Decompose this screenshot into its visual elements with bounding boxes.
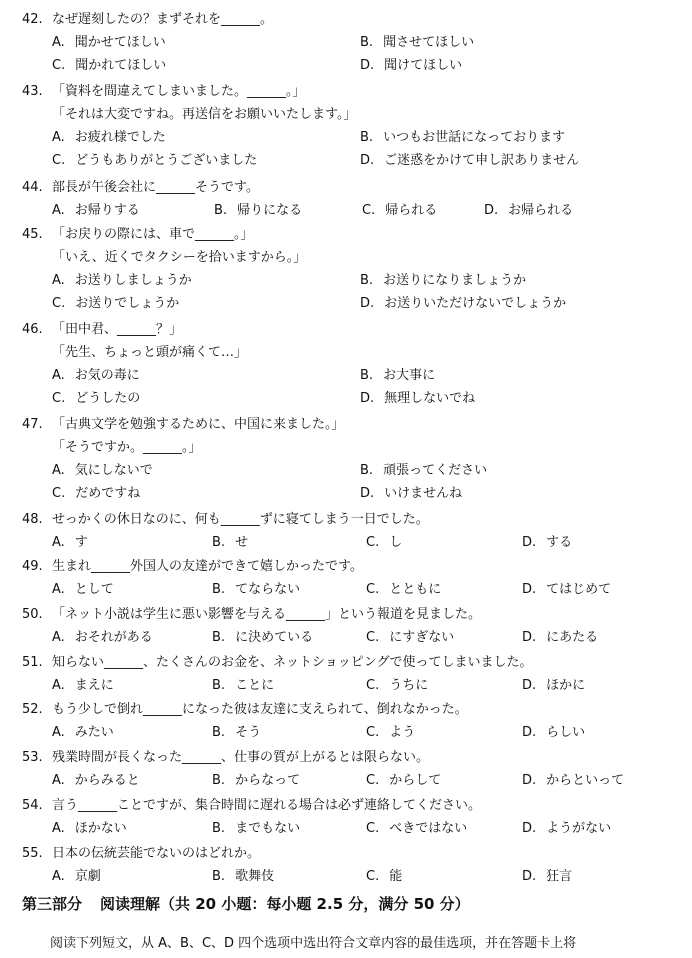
- question-block: [22, 223, 682, 315]
- options-row: [22, 126, 682, 149]
- option-letter: A.: [52, 368, 65, 383]
- answer-option: [212, 817, 300, 840]
- option-text: 歌舞伎: [235, 869, 275, 884]
- question-number: 51.: [22, 655, 43, 670]
- options-row: [22, 674, 682, 697]
- answer-option: [522, 721, 585, 744]
- option-letter: D.: [484, 203, 499, 218]
- answer-option: [52, 269, 192, 292]
- answer-option: [52, 721, 114, 744]
- answer-option: [522, 817, 611, 840]
- option-letter: C.: [366, 821, 380, 836]
- option-text: せ: [235, 535, 249, 550]
- option-letter: D.: [522, 535, 537, 550]
- option-text: お帰られる: [508, 203, 574, 218]
- answer-option: [212, 626, 313, 649]
- question-number: 52.: [22, 702, 43, 717]
- question-block: [22, 413, 682, 505]
- question-text: 「ネット小説は学生に悪い影響を与える______」という報道を見ました。: [52, 607, 482, 622]
- option-letter: B.: [212, 582, 226, 597]
- answer-option: [212, 721, 261, 744]
- option-letter: C.: [52, 296, 66, 311]
- answer-option: [212, 531, 248, 554]
- question-number: 44.: [22, 180, 43, 195]
- question-stem: [22, 413, 682, 436]
- option-letter: B.: [212, 773, 226, 788]
- option-letter: C.: [366, 773, 380, 788]
- option-text: からなって: [235, 773, 301, 788]
- option-letter: A.: [52, 869, 65, 884]
- options-row: [22, 769, 682, 792]
- options-row: [22, 292, 682, 315]
- option-text: からといって: [546, 773, 625, 788]
- question-stem: [22, 8, 682, 31]
- option-letter: B.: [360, 368, 374, 383]
- answer-option: [360, 269, 526, 292]
- option-letter: A.: [52, 821, 65, 836]
- answer-option: [52, 149, 257, 172]
- answer-option: [212, 865, 274, 888]
- option-text: 帰りになる: [237, 203, 303, 218]
- option-letter: D.: [360, 296, 375, 311]
- option-letter: D.: [522, 821, 537, 836]
- option-text: まえに: [74, 678, 114, 693]
- question-stem: [22, 603, 682, 626]
- option-letter: B.: [212, 869, 226, 884]
- option-letter: D.: [522, 773, 537, 788]
- options-row: [22, 31, 682, 54]
- option-letter: C.: [366, 582, 380, 597]
- question-block: [22, 746, 682, 792]
- option-text: お送りしましょうか: [74, 273, 192, 288]
- answer-option: [52, 54, 166, 77]
- answer-option: [214, 199, 302, 222]
- option-text: 京劇: [74, 869, 101, 884]
- section-heading: [22, 893, 470, 914]
- option-text: にすぎない: [389, 630, 455, 645]
- answer-option: [366, 817, 467, 840]
- answer-option: [212, 769, 300, 792]
- options-row: [22, 482, 682, 505]
- option-letter: C.: [366, 630, 380, 645]
- option-text: ご迷惑をかけて申し訳ありません: [384, 153, 580, 168]
- option-text: お送りいただけないでしょうか: [384, 296, 567, 311]
- question-text: 残業時間が長くなった______、仕事の質が上がるとは限らない。: [52, 750, 430, 765]
- options-row: [22, 199, 682, 222]
- answer-option: [484, 199, 573, 222]
- question-number: 50.: [22, 607, 43, 622]
- options-row: [22, 459, 682, 482]
- question-number: 54.: [22, 798, 43, 813]
- option-text: みたい: [74, 725, 114, 740]
- option-letter: A.: [52, 35, 65, 50]
- option-letter: D.: [360, 153, 375, 168]
- option-letter: D.: [522, 725, 537, 740]
- dialogue-line: 「それは大変ですね。再送信をお願いいたします。」: [52, 107, 357, 122]
- question-text: 知らない______、たくさんのお金を、ネットショッピングで使ってしまいました。: [52, 655, 533, 670]
- option-text: お送りになりましょうか: [383, 273, 527, 288]
- option-text: からみると: [74, 773, 140, 788]
- options-row: [22, 54, 682, 77]
- question-text: もう少しで倒れ______になった彼は友達に支えられて、倒れなかった。: [52, 702, 468, 717]
- answer-option: [52, 364, 140, 387]
- answer-option: [366, 626, 454, 649]
- option-text: にあたる: [546, 630, 599, 645]
- options-row: [22, 149, 682, 172]
- question-stem: [22, 176, 682, 199]
- option-letter: A.: [52, 535, 65, 550]
- options-row: [22, 531, 682, 554]
- option-text: ほかない: [74, 821, 127, 836]
- option-letter: D.: [360, 486, 375, 501]
- answer-option: [366, 721, 415, 744]
- options-row: [22, 626, 682, 649]
- question-text: 「資料を間違えてしまいました。______。」: [52, 84, 306, 99]
- answer-option: [522, 531, 572, 554]
- option-letter: C.: [52, 153, 66, 168]
- option-letter: C.: [52, 58, 66, 73]
- option-text: そう: [235, 725, 262, 740]
- answer-option: [522, 626, 598, 649]
- answer-option: [522, 865, 572, 888]
- option-text: 聞させてほしい: [383, 35, 475, 50]
- answer-option: [52, 31, 166, 54]
- question-number: 53.: [22, 750, 43, 765]
- option-text: とともに: [389, 582, 442, 597]
- option-text: ほかに: [546, 678, 586, 693]
- option-letter: C.: [362, 203, 376, 218]
- question-text: 「田中君、______？」: [52, 322, 183, 337]
- answer-option: [212, 578, 300, 601]
- question-number: 55.: [22, 846, 43, 861]
- question-text: 「古典文学を勉強するために、中国に来ました。」: [52, 417, 345, 432]
- answer-option: [360, 387, 475, 410]
- question-number: 46.: [22, 322, 43, 337]
- answer-option: [52, 199, 140, 222]
- option-text: お気の毒に: [74, 368, 140, 383]
- option-text: 能: [389, 869, 403, 884]
- option-letter: A.: [52, 463, 65, 478]
- answer-option: [360, 54, 462, 77]
- option-letter: B.: [360, 463, 374, 478]
- option-text: てはじめて: [546, 582, 612, 597]
- answer-option: [522, 674, 585, 697]
- question-stem: [22, 651, 682, 674]
- answer-option: [522, 769, 624, 792]
- option-text: 聞かれてほしい: [75, 58, 167, 73]
- option-letter: B.: [214, 203, 228, 218]
- answer-option: [52, 865, 101, 888]
- question-block: [22, 603, 682, 649]
- question-block: [22, 794, 682, 840]
- option-text: し: [389, 535, 403, 550]
- option-text: いけませんね: [384, 486, 463, 501]
- answer-option: [52, 578, 114, 601]
- reading-instruction: 阅读下列短文，从 A、B、C、D 四个选项中选出符合文章内容的最佳选项，并在答题卡上将: [50, 936, 577, 951]
- option-text: お疲れ様でした: [74, 130, 166, 145]
- option-text: お大事に: [383, 368, 436, 383]
- option-letter: A.: [52, 678, 65, 693]
- options-row: [22, 578, 682, 601]
- option-text: 狂言: [546, 869, 573, 884]
- option-text: に決めている: [235, 630, 314, 645]
- question-block: [22, 651, 682, 697]
- option-text: 頑張ってください: [383, 463, 488, 478]
- option-text: どうしたの: [75, 391, 141, 406]
- options-row: [22, 387, 682, 410]
- answer-option: [52, 482, 140, 505]
- answer-option: [360, 364, 435, 387]
- section-title: 阅读理解（共 20 小题：每小题 2.5 分，满分 50 分）: [100, 895, 470, 913]
- option-letter: D.: [522, 678, 537, 693]
- options-row: [22, 865, 682, 888]
- option-text: 無理しないでね: [384, 391, 476, 406]
- option-text: べきではない: [389, 821, 468, 836]
- question-stem: [22, 318, 682, 341]
- option-letter: A.: [52, 630, 65, 645]
- question-block: [22, 318, 682, 410]
- options-row: [22, 817, 682, 840]
- question-block: [22, 555, 682, 601]
- option-text: うちに: [389, 678, 429, 693]
- option-letter: D.: [360, 58, 375, 73]
- option-text: てならない: [235, 582, 301, 597]
- question-text: 生まれ______外国人の友達ができて嬉しかったです。: [52, 559, 363, 574]
- question-text: なぜ遅刻したの？まずそれを______。: [52, 12, 274, 27]
- question-block: [22, 176, 682, 222]
- question-stem: [22, 223, 682, 246]
- answer-option: [52, 817, 127, 840]
- option-text: お送りでしょうか: [75, 296, 180, 311]
- option-letter: B.: [212, 678, 226, 693]
- question-block: [22, 8, 682, 77]
- answer-option: [52, 459, 153, 482]
- question-text: せっかくの休日なのに、何も______ずに寝てしまう一日でした。: [52, 512, 429, 527]
- option-letter: A.: [52, 273, 65, 288]
- question-block: [22, 842, 682, 888]
- option-text: どうもありがとうございました: [75, 153, 258, 168]
- option-text: 聞けてほしい: [384, 58, 463, 73]
- option-text: お帰りする: [74, 203, 140, 218]
- answer-option: [366, 578, 441, 601]
- option-letter: B.: [360, 273, 374, 288]
- question-stem: [22, 794, 682, 817]
- option-letter: A.: [52, 203, 65, 218]
- option-text: よう: [389, 725, 416, 740]
- option-letter: B.: [212, 630, 226, 645]
- option-text: ようがない: [546, 821, 612, 836]
- dialogue-line: 「そうですか。______。」: [52, 440, 202, 455]
- answer-option: [366, 865, 402, 888]
- question-text: 言う______ことですが、集合時間に遅れる場合は必ず連絡してください。: [52, 798, 482, 813]
- question-number: 43.: [22, 84, 43, 99]
- answer-option: [52, 126, 166, 149]
- question-stem: [22, 555, 682, 578]
- option-letter: D.: [522, 630, 537, 645]
- answer-option: [52, 769, 140, 792]
- question-block: [22, 80, 682, 172]
- question-number: 49.: [22, 559, 43, 574]
- option-letter: B.: [360, 130, 374, 145]
- option-letter: B.: [212, 821, 226, 836]
- option-text: いつもお世話になっております: [383, 130, 566, 145]
- question-stem: [22, 80, 682, 103]
- option-letter: B.: [212, 725, 226, 740]
- dialogue-line: 「先生、ちょっと頭が痛くて…」: [52, 345, 248, 360]
- option-text: 気にしないで: [74, 463, 153, 478]
- question-stem: [22, 698, 682, 721]
- option-text: おそれがある: [74, 630, 153, 645]
- question-number: 47.: [22, 417, 43, 432]
- option-text: だめですね: [75, 486, 141, 501]
- option-letter: C.: [366, 678, 380, 693]
- option-text: す: [74, 535, 88, 550]
- option-letter: D.: [360, 391, 375, 406]
- option-text: ことに: [235, 678, 275, 693]
- answer-option: [212, 674, 274, 697]
- options-row: [22, 721, 682, 744]
- question-stem: [22, 508, 682, 531]
- answer-option: [52, 531, 88, 554]
- option-letter: D.: [522, 869, 537, 884]
- dialogue-line: 「いえ、近くでタクシーを拾いますから。」: [52, 250, 307, 265]
- option-text: からして: [389, 773, 442, 788]
- answer-option: [52, 292, 179, 315]
- answer-option: [52, 626, 153, 649]
- option-text: する: [546, 535, 573, 550]
- section-label: 第三部分: [22, 895, 83, 913]
- answer-option: [360, 292, 566, 315]
- options-row: [22, 364, 682, 387]
- question-stem: [22, 842, 682, 865]
- answer-option: [360, 31, 474, 54]
- option-letter: B.: [212, 535, 226, 550]
- question-number: 42.: [22, 12, 43, 27]
- question-number: 45.: [22, 227, 43, 242]
- option-letter: A.: [52, 130, 65, 145]
- question-stem: [22, 746, 682, 769]
- option-text: までもない: [235, 821, 301, 836]
- options-row: [22, 269, 682, 292]
- answer-option: [366, 769, 441, 792]
- option-letter: A.: [52, 773, 65, 788]
- option-letter: C.: [366, 535, 380, 550]
- option-letter: C.: [366, 725, 380, 740]
- answer-option: [366, 674, 428, 697]
- option-letter: B.: [360, 35, 374, 50]
- option-letter: A.: [52, 582, 65, 597]
- option-letter: C.: [52, 391, 66, 406]
- answer-option: [52, 674, 114, 697]
- option-text: 聞かせてほしい: [74, 35, 166, 50]
- answer-option: [52, 387, 140, 410]
- option-text: 帰られる: [385, 203, 438, 218]
- answer-option: [366, 531, 402, 554]
- answer-option: [360, 459, 487, 482]
- question-number: 48.: [22, 512, 43, 527]
- question-text: 「お戻りの際には、車で______。」: [52, 227, 254, 242]
- question-block: [22, 698, 682, 744]
- option-text: として: [74, 582, 114, 597]
- option-letter: A.: [52, 725, 65, 740]
- option-letter: C.: [52, 486, 66, 501]
- question-text: 部長が午後会社に______そうです。: [52, 180, 259, 195]
- question-text: 日本の伝統芸能でないのはどれか。: [52, 846, 261, 861]
- answer-option: [522, 578, 611, 601]
- option-text: らしい: [546, 725, 586, 740]
- option-letter: C.: [366, 869, 380, 884]
- answer-option: [362, 199, 437, 222]
- option-letter: D.: [522, 582, 537, 597]
- answer-option: [360, 126, 565, 149]
- question-block: [22, 508, 682, 554]
- answer-option: [360, 482, 462, 505]
- answer-option: [360, 149, 579, 172]
